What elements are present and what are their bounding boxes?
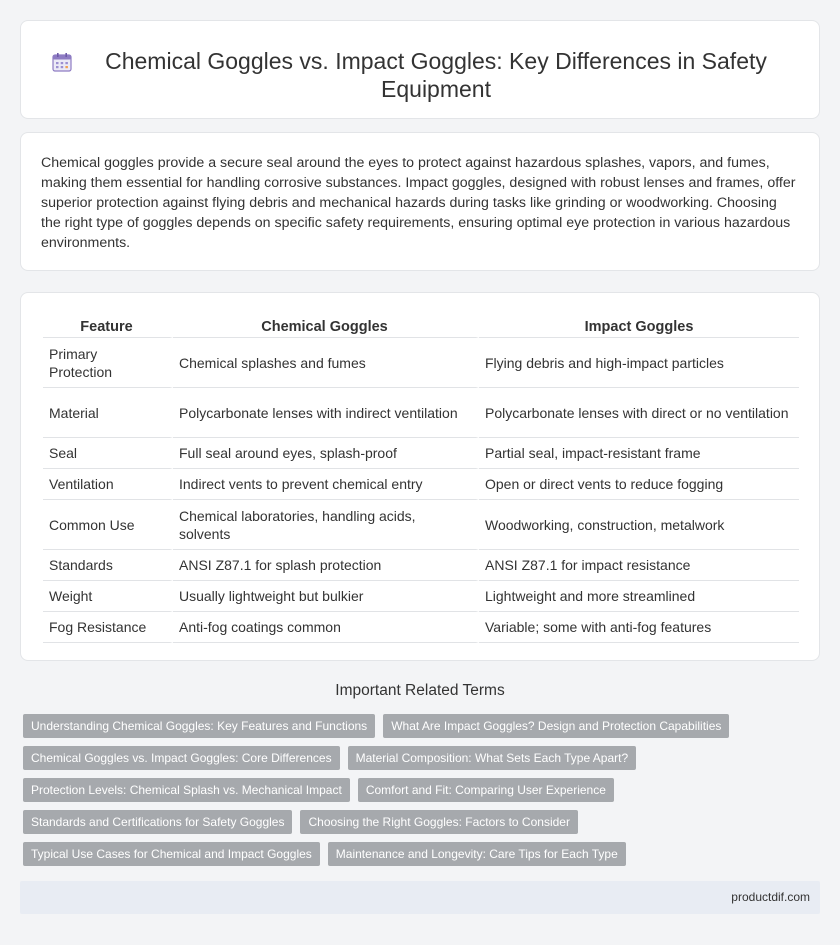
header-card bbox=[20, 20, 820, 119]
table-row bbox=[43, 438, 799, 469]
cell-impact: Lightweight and more streamlined bbox=[479, 581, 799, 612]
table-row bbox=[43, 550, 799, 581]
related-term-tag[interactable]: Understanding Chemical Goggles: Key Features and Functions bbox=[23, 714, 375, 738]
header-feature: Feature bbox=[43, 313, 173, 338]
cell-feature: Fog Resistance bbox=[43, 612, 173, 643]
related-term-tag[interactable]: Choosing the Right Goggles: Factors to Consider bbox=[300, 810, 577, 834]
cell-chemical: ANSI Z87.1 for splash protection bbox=[173, 550, 479, 581]
cell-feature: Ventilation bbox=[43, 469, 173, 500]
cell-impact: Woodworking, construction, metalwork bbox=[479, 500, 799, 550]
tag-row bbox=[23, 810, 823, 834]
table-row bbox=[43, 338, 799, 388]
cell-feature: Primary Protection bbox=[43, 338, 173, 388]
related-term-tag[interactable]: Chemical Goggles vs. Impact Goggles: Core Differences bbox=[23, 746, 340, 770]
cell-feature: Seal bbox=[43, 438, 173, 469]
page-title: Chemical Goggles vs. Impact Goggles: Key Differences in Safety Equipment bbox=[105, 48, 767, 102]
cell-chemical: Indirect vents to prevent chemical entry bbox=[173, 469, 479, 500]
cell-impact: Open or direct vents to reduce fogging bbox=[479, 469, 799, 500]
cell-feature: Standards bbox=[43, 550, 173, 581]
tag-row bbox=[23, 746, 823, 770]
table-row bbox=[43, 500, 799, 550]
cell-feature: Material bbox=[43, 388, 173, 438]
table-header-row bbox=[43, 313, 799, 338]
table-row bbox=[43, 388, 799, 438]
related-term-tag[interactable]: Typical Use Cases for Chemical and Impact Goggles bbox=[23, 842, 320, 866]
cell-chemical: Anti-fog coatings common bbox=[173, 612, 479, 643]
cell-feature: Weight bbox=[43, 581, 173, 612]
calendar-icon bbox=[51, 51, 73, 73]
related-term-tag[interactable]: Standards and Certifications for Safety Goggles bbox=[23, 810, 292, 834]
comparison-table bbox=[43, 313, 799, 643]
cell-chemical: Chemical splashes and fumes bbox=[173, 338, 479, 388]
related-term-tag[interactable]: Comfort and Fit: Comparing User Experience bbox=[358, 778, 614, 802]
cell-impact: ANSI Z87.1 for impact resistance bbox=[479, 550, 799, 581]
header-impact-goggles: Impact Goggles bbox=[479, 313, 799, 338]
related-term-tag[interactable]: What Are Impact Goggles? Design and Protection Capabilities bbox=[383, 714, 729, 738]
intro-card bbox=[20, 132, 820, 271]
cell-chemical: Usually lightweight but bulkier bbox=[173, 581, 479, 612]
related-terms-list bbox=[23, 714, 823, 874]
intro-paragraph: Chemical goggles provide a secure seal around the eyes to protect against hazardous splashes, vapors, and fumes, making them essential for handling corrosive substances. Impact goggles, designed with robust lenses and frames, offer superior protection against flying debris and mechanical hazards during tasks like grinding or woodworking. Choosing the right type of goggles depends on specific safety requirements, ensuring optimal eye protection in various hazardous environments. bbox=[41, 155, 796, 251]
cell-impact: Polycarbonate lenses with direct or no ventilation bbox=[479, 388, 799, 438]
tag-row bbox=[23, 842, 823, 866]
table-row bbox=[43, 469, 799, 500]
table-row bbox=[43, 581, 799, 612]
cell-impact: Flying debris and high-impact particles bbox=[479, 338, 799, 388]
cell-chemical: Full seal around eyes, splash-proof bbox=[173, 438, 479, 469]
related-term-tag[interactable]: Maintenance and Longevity: Care Tips for Each Type bbox=[328, 842, 626, 866]
cell-chemical: Polycarbonate lenses with indirect ventilation bbox=[173, 388, 479, 438]
table-row bbox=[43, 612, 799, 643]
cell-impact: Partial seal, impact-resistant frame bbox=[479, 438, 799, 469]
footer bbox=[20, 881, 820, 914]
related-term-tag[interactable]: Material Composition: What Sets Each Type Apart? bbox=[348, 746, 637, 770]
cell-impact: Variable; some with anti-fog features bbox=[479, 612, 799, 643]
related-terms-title: Important Related Terms bbox=[335, 682, 505, 699]
tag-row bbox=[23, 778, 823, 802]
footer-site-link[interactable]: productdif.com bbox=[731, 890, 810, 904]
header-chemical-goggles: Chemical Goggles bbox=[173, 313, 479, 338]
cell-chemical: Chemical laboratories, handling acids, solvents bbox=[173, 500, 479, 550]
comparison-table-card bbox=[20, 292, 820, 661]
cell-feature: Common Use bbox=[43, 500, 173, 550]
tag-row bbox=[23, 714, 823, 738]
related-term-tag[interactable]: Protection Levels: Chemical Splash vs. Mechanical Impact bbox=[23, 778, 350, 802]
